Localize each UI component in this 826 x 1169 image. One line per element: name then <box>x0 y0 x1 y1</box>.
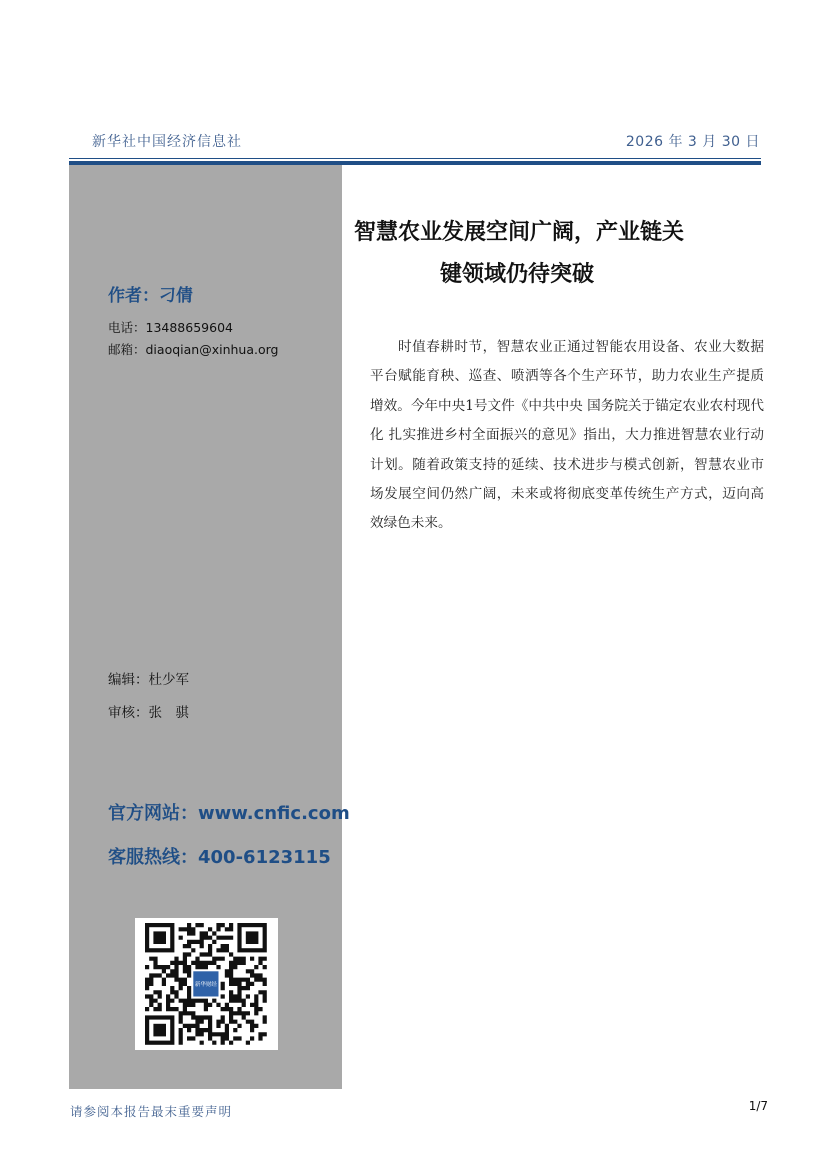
disclaimer-note[interactable]: 请参阅本报告最末重要声明 <box>70 1104 233 1119</box>
qr-code-graphic <box>135 918 278 1050</box>
article-title-line-1: 智慧农业发展空间广阔，产业链关 <box>354 220 685 245</box>
author-email[interactable]: 邮箱：diaoqian@xinhua.org <box>108 342 279 357</box>
service-hotline: 客服热线：400-6123115 <box>108 847 331 868</box>
reviewer-credit: 审核：张 骐 <box>108 705 189 721</box>
qr-logo-text: 新华财经 <box>194 981 217 988</box>
editor-credit: 编辑：杜少军 <box>108 672 189 688</box>
article-title-line-2: 键领域仍待突破 <box>440 262 595 287</box>
page-number: 1/7 <box>748 1099 768 1113</box>
publisher-name: 新华社中国经济信息社 <box>92 134 242 150</box>
author-heading: 作者：刁倩 <box>108 286 193 306</box>
article-abstract: 时值春耕时节，智慧农业正通过智能农用设备、农业大数据平台赋能育秧、巡查、喷洒等各个生产环节，助力农业生产提质增效。今年中央1号文件《中共中央 国务院关于锚定农业农村现代化 扎实推进乡村全面振兴的意见》指出，大力推进智慧农业行动计划。随着政策支持的延续、技术进步与模式创新，智慧农业市场发展空间仍然广阔，未来或将彻底变革传统生产方式，迈向高效绿色未来。 <box>370 339 764 532</box>
official-website-link[interactable]: 官方网站：www.cnfic.com <box>108 803 350 824</box>
article-title <box>354 212 754 296</box>
qr-finder-top-right <box>237 923 266 952</box>
author-phone: 电话：13488659604 <box>108 320 233 335</box>
qr-finder-top-left <box>145 923 174 952</box>
author-contact <box>108 317 278 361</box>
qr-code-image <box>135 918 278 1050</box>
report-date: 2026 年 3 月 30 日 <box>625 134 760 150</box>
qr-finder-bottom-left <box>145 1015 174 1044</box>
staff-credits <box>108 664 189 730</box>
header-rule-thin <box>69 158 761 159</box>
